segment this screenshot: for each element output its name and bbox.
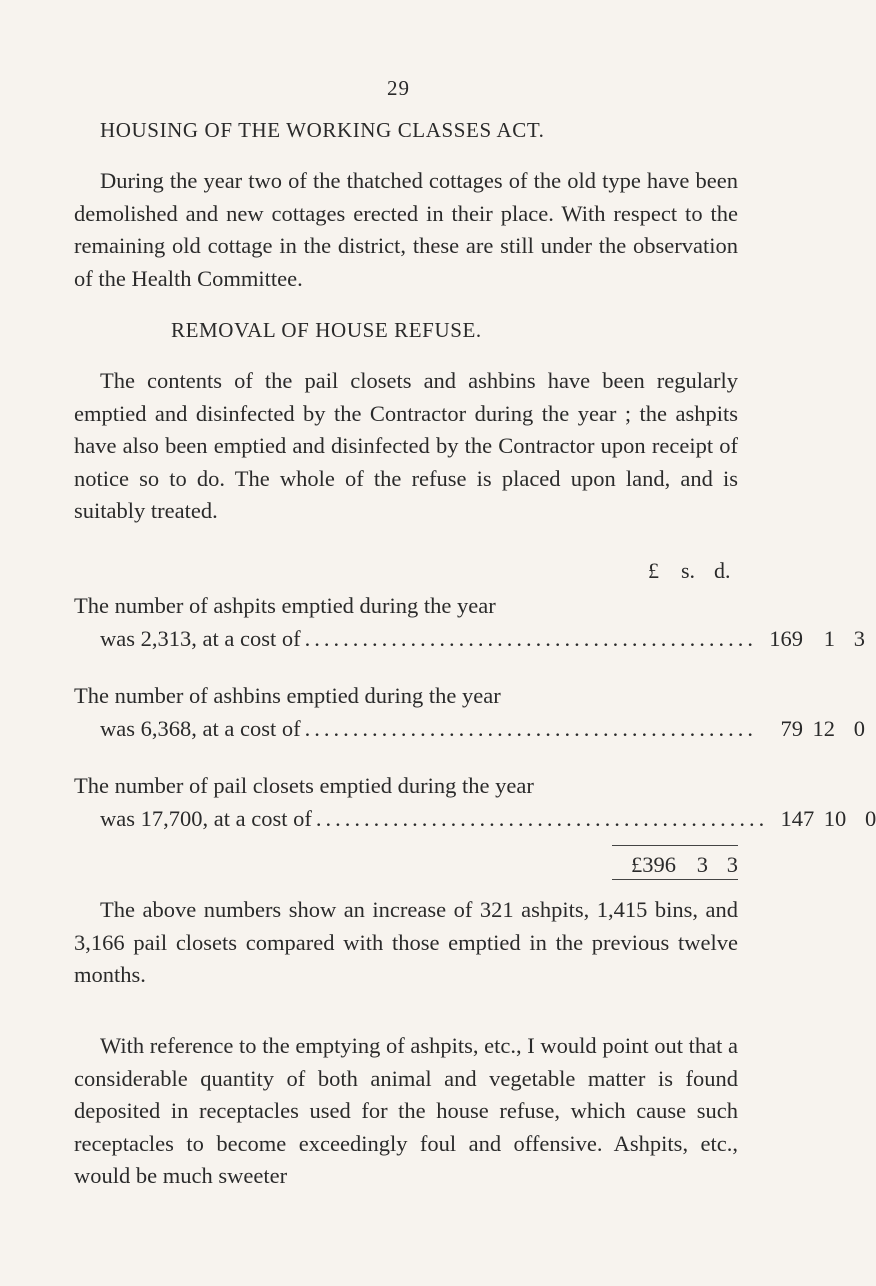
cost-row-description: The number of ashpits emptied during the year bbox=[74, 593, 496, 618]
cost-row-pail-closets bbox=[74, 770, 876, 835]
page-number: 29 bbox=[387, 76, 410, 100]
total-bottom-rule bbox=[612, 879, 738, 880]
housing-paragraph: During the year two of the thatched cottages of the old type have been demolished and new cottages erected in their place. With respect to the remaining old cottage in the district, these are still under the observation of the Health Committee. bbox=[74, 168, 738, 291]
cost-pounds: 79 bbox=[780, 715, 803, 741]
cost-shillings: 1 bbox=[823, 625, 835, 651]
refuse-heading: REMOVAL OF HOUSE REFUSE. bbox=[171, 318, 482, 342]
cost-total bbox=[612, 852, 738, 878]
pence-column-header: d. bbox=[714, 558, 731, 583]
cost-pence: 3 bbox=[853, 625, 865, 651]
refuse-paragraph: The contents of the pail closets and ashbins have been regularly emptied and disinfected by the Contractor during the year ; the ashpits have also been emptied and disinfected by the Contractor upon receipt of notice so to do. The whole of the refuse is placed upon land, and is suitably treated. bbox=[74, 368, 738, 523]
total-top-rule bbox=[612, 845, 738, 846]
cost-row-count: was 17,700, at a cost of bbox=[100, 805, 312, 831]
cost-pence: 0 bbox=[853, 715, 865, 741]
dot-leader: ............................................... bbox=[304, 715, 757, 741]
cost-row-ashpits bbox=[74, 590, 865, 655]
emptying-paragraph: With reference to the emptying of ashpits, etc., I would point out that a considerable quantity of both animal and vegetable matter is found deposited in receptacles used for the house refuse, which cause such receptacles to become exceedingly foul and offensive. Ashpits, etc., would be much sweeter bbox=[74, 1033, 738, 1188]
dot-leader: ............................................... bbox=[315, 805, 769, 831]
dot-leader: ............................................... bbox=[304, 625, 757, 651]
increase-paragraph: The above numbers show an increase of 321 ashpits, 1,415 bins, and 3,166 pail closets compared with those emptied in the previous twelve months. bbox=[74, 897, 738, 987]
shillings-column-header: s. bbox=[681, 558, 696, 583]
cost-pounds: 169 bbox=[769, 625, 803, 651]
pounds-column-header: £ bbox=[648, 558, 659, 583]
cost-pence: 0 bbox=[864, 805, 876, 831]
total-pounds: £396 bbox=[631, 852, 676, 877]
housing-heading: HOUSING OF THE WORKING CLASSES ACT. bbox=[100, 118, 545, 142]
cost-shillings: 12 bbox=[812, 715, 835, 741]
total-shillings: 3 bbox=[696, 852, 708, 877]
cost-row-count: was 2,313, at a cost of bbox=[100, 625, 301, 651]
cost-shillings: 10 bbox=[823, 805, 847, 831]
cost-row-ashbins bbox=[74, 680, 865, 745]
cost-row-description: The number of ashbins emptied during the year bbox=[74, 683, 501, 708]
total-pence: 3 bbox=[726, 852, 738, 877]
cost-row-count: was 6,368, at a cost of bbox=[100, 715, 301, 741]
cost-row-description: The number of pail closets emptied during the year bbox=[74, 773, 534, 798]
cost-pounds: 147 bbox=[780, 805, 815, 831]
